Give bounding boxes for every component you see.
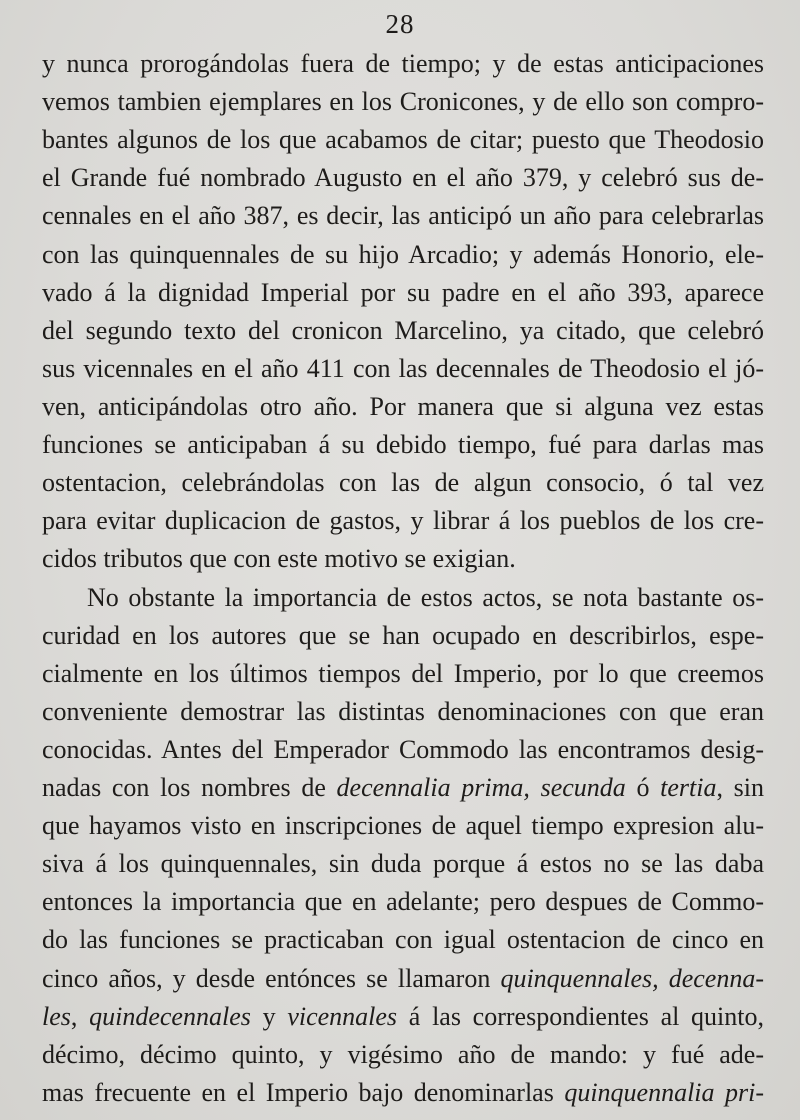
- text-line: el Grande fué nombrado Augusto en el año 379, y celebró sus de-: [42, 163, 764, 193]
- text-line: entonces la importancia que en adelante; pero despues de Commo-: [42, 887, 764, 917]
- text-line: del segundo texto del cronicon Marcelino, ya citado, que celebró: [42, 315, 764, 345]
- text-line: curidad en los autores que se han ocupado en describirlos, espe-: [42, 620, 764, 650]
- text-line: vado á la dignidad Imperial por su padre en el año 393, aparece: [42, 277, 764, 307]
- text-line: cinco años, y desde entónces se llamaron quinquennales, decenna-: [42, 963, 764, 993]
- text-line: vemos tambien ejemplares en los Cronicones, y de ello son compro-: [42, 87, 764, 117]
- text-line: siva á los quinquennales, sin duda porque á estos no se las daba: [42, 849, 764, 879]
- text-line: do las funciones se practicaban con igual ostentacion de cinco en: [42, 925, 764, 955]
- text-line: No obstante la importancia de estos actos, se nota bastante os-: [87, 582, 764, 612]
- text-line: cialmente en los últimos tiempos del Imperio, por lo que creemos: [42, 658, 764, 688]
- text-line: sus vicennales en el año 411 con las decennales de Theodosio el jó-: [42, 353, 764, 383]
- text-line: bantes algunos de los que acabamos de citar; puesto que Theodosio: [42, 125, 764, 155]
- text-line: conocidas. Antes del Emperador Commodo las encontramos desig-: [42, 734, 764, 764]
- text-line: ostentacion, celebrándolas con las de algun consocio, ó tal vez: [42, 468, 764, 498]
- text-line: y nunca prorogándolas fuera de tiempo; y de estas anticipaciones: [42, 49, 764, 78]
- text-line: que hayamos visto en inscripciones de aquel tiempo expresion alu-: [42, 811, 764, 841]
- text-line: mas frecuente en el Imperio bajo denominarlas quinquennalia pri-: [42, 1077, 764, 1107]
- text-line: con las quinquennales de su hijo Arcadio; y además Honorio, ele-: [42, 239, 764, 269]
- text-line: nadas con los nombres de decennalia prima, secunda ó tertia, sin: [42, 773, 764, 803]
- text-line: les, quindecennales y vicennales á las correspondientes al quinto,: [42, 1001, 764, 1031]
- text-line: para evitar duplicacion de gastos, y librar á los pueblos de los cre-: [42, 506, 764, 536]
- text-line: cennales en el año 387, es decir, las anticipó un año para celebrarlas: [42, 201, 764, 231]
- text-line: cidos tributos que con este motivo se exigian.: [42, 544, 516, 574]
- text-line: conveniente demostrar las distintas denominaciones con que eran: [42, 696, 764, 726]
- text-line: décimo, décimo quinto, y vigésimo año de mando: y fué ade-: [42, 1039, 764, 1069]
- page-number: 28: [385, 9, 415, 39]
- text-line: ven, anticipándolas otro año. Por manera que si alguna vez estas: [42, 391, 764, 421]
- text-line: funciones se anticipaban á su debido tiempo, fué para darlas mas: [42, 430, 764, 460]
